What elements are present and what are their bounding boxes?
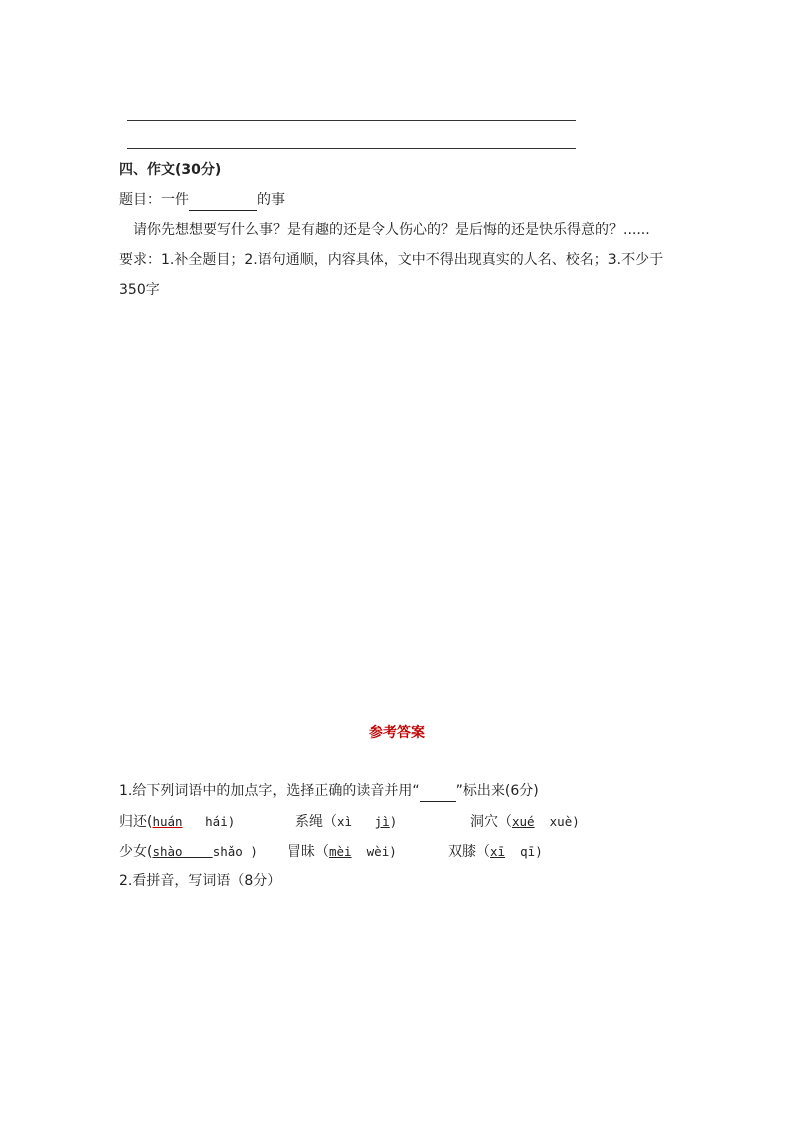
pinyin-item xyxy=(119,812,235,832)
composition-prompt: 请你先想想要写什么事？是有趣的还是令人伤心的？是后悔的还是快乐得意的？...... xyxy=(133,222,650,238)
topic-blank xyxy=(189,190,257,211)
correct-pinyin: huán xyxy=(152,814,183,829)
pinyin-item xyxy=(448,842,543,862)
close-paren: ) xyxy=(535,844,543,859)
topic-suffix: 的事 xyxy=(257,192,285,208)
close-paren: ) xyxy=(227,814,236,829)
pinyin-word: 归还( xyxy=(119,814,153,830)
other-pinyin: hái xyxy=(205,814,228,829)
topic-prefix: 题目：一件 xyxy=(119,192,189,208)
answer-line-1 xyxy=(127,120,576,121)
pinyin-word: 冒昧（ xyxy=(287,844,329,860)
answer-line-2 xyxy=(127,148,576,149)
correct-pinyin: jì xyxy=(374,814,390,829)
pinyin-item xyxy=(287,842,397,862)
q1-suffix: ”标出来(6分) xyxy=(455,783,539,799)
q2-instruction: 2.看拼音，写词语（8分） xyxy=(119,873,282,889)
pinyin-item xyxy=(470,812,580,832)
pinyin-word: 双膝（ xyxy=(448,844,490,860)
correct-pinyin: xué xyxy=(512,814,535,829)
pinyin-word: 少女( xyxy=(119,844,153,860)
composition-requirements-cont: 350字 xyxy=(119,282,160,298)
correct-pinyin: mèi xyxy=(329,844,352,859)
answer-title: 参考答案 xyxy=(369,725,425,741)
composition-topic xyxy=(119,190,285,211)
q1-blank xyxy=(420,781,456,802)
other-pinyin: xuè xyxy=(549,814,573,829)
pinyin-word: 系绳（ xyxy=(295,814,337,830)
section-heading: 四、作文(30分) xyxy=(119,162,222,178)
close-paren: ) xyxy=(389,814,398,829)
pinyin-word: 洞穴（ xyxy=(470,814,512,830)
close-paren: ) xyxy=(242,844,258,859)
correct-pinyin: shǎo xyxy=(212,844,243,859)
close-paren: ) xyxy=(572,814,580,829)
q1-prefix: 1.给下列词语中的加点字，选择正确的读音并用“ xyxy=(119,783,420,799)
q1-instruction xyxy=(119,781,539,802)
composition-requirements: 要求：1.补全题目；2.语句通顺，内容具体，文中不得出现真实的人名、校名；3.不少于 xyxy=(119,252,664,268)
other-pinyin: qī xyxy=(520,844,536,859)
other-pinyin: xì xyxy=(337,814,353,829)
correct-pinyin: xī xyxy=(490,844,506,859)
pinyin-item xyxy=(119,842,258,862)
other-pinyin: wèi xyxy=(366,844,390,859)
other-pinyin: shào xyxy=(152,844,183,859)
pinyin-item xyxy=(295,812,397,832)
close-paren: ) xyxy=(389,844,397,859)
